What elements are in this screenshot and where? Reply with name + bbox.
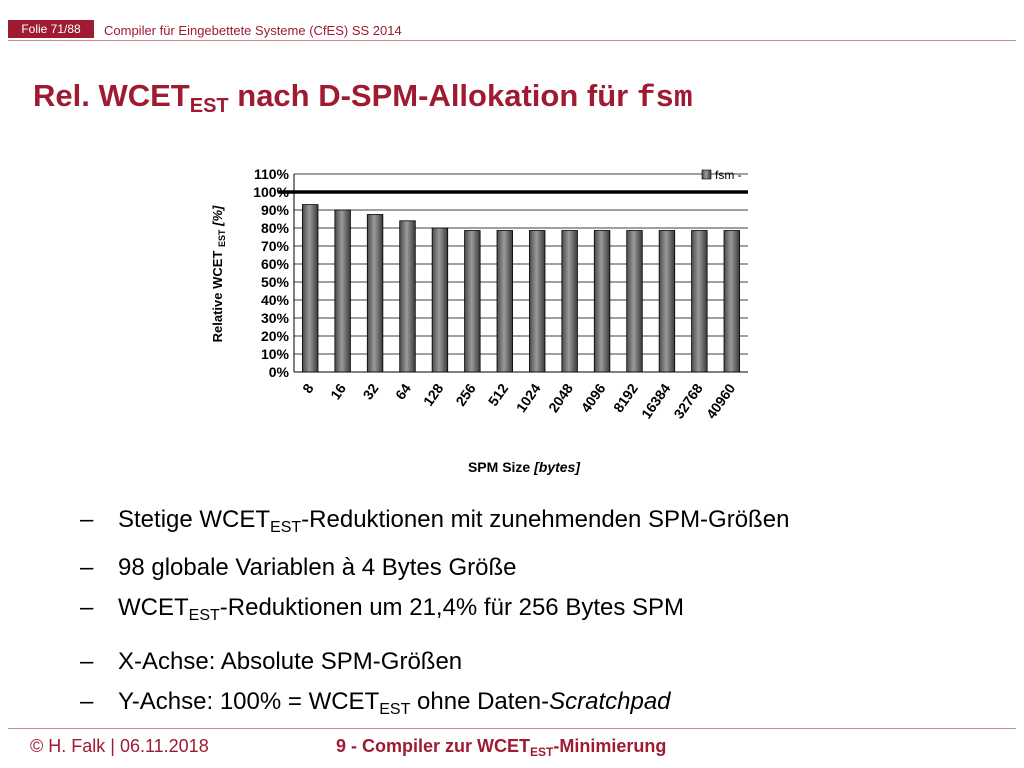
bar bbox=[659, 231, 675, 372]
slide-number-badge: Folie 71/88 bbox=[8, 20, 94, 38]
y-tick-label: 40% bbox=[260, 292, 289, 308]
bar bbox=[529, 231, 545, 372]
y-tick-label: 50% bbox=[260, 274, 289, 290]
bullet-sub: EST bbox=[379, 701, 411, 718]
x-axis-label-main: SPM Size bbox=[467, 459, 535, 475]
footer-chapter-post: -Minimierung bbox=[553, 736, 667, 756]
bar bbox=[594, 231, 610, 372]
bar bbox=[367, 215, 383, 373]
y-tick-label: 30% bbox=[260, 310, 289, 326]
y-axis-label-main: Relative WCET bbox=[210, 247, 225, 343]
bullet-text: Y-Achse: 100% = WCET bbox=[118, 688, 380, 715]
bullet-dash: – bbox=[80, 594, 94, 621]
y-tick-label: 10% bbox=[260, 346, 289, 362]
bullet-italic: Scratchpad bbox=[549, 688, 671, 715]
x-tick-label: 512 bbox=[484, 380, 512, 409]
bar bbox=[627, 231, 643, 372]
y-tick-label: 80% bbox=[260, 220, 289, 236]
x-tick-label: 256 bbox=[452, 380, 479, 409]
bar bbox=[724, 231, 740, 372]
bullet-text: WCET bbox=[118, 594, 189, 621]
bullet-text-post: -Reduktionen um 21,4% für 256 Bytes SPM bbox=[219, 594, 685, 621]
y-axis-label-unit: [%] bbox=[210, 205, 225, 230]
footer-chapter bbox=[336, 736, 666, 759]
x-tick-label: 128 bbox=[419, 380, 447, 409]
legend-swatch bbox=[702, 170, 711, 179]
bar bbox=[465, 231, 481, 372]
footer-chapter-sub: EST bbox=[530, 745, 554, 759]
bar bbox=[692, 231, 708, 372]
y-axis-label bbox=[210, 205, 227, 342]
x-tick-label: 64 bbox=[391, 380, 414, 403]
bar bbox=[562, 231, 578, 372]
x-axis-label bbox=[468, 459, 581, 475]
bar bbox=[400, 221, 416, 372]
wcet-bar-chart bbox=[196, 156, 776, 486]
y-tick-label: 20% bbox=[260, 328, 289, 344]
bullet-dash: – bbox=[80, 506, 94, 533]
bullet-item bbox=[80, 548, 980, 588]
x-tick-label: 40960 bbox=[702, 380, 739, 422]
bullet-item bbox=[80, 682, 980, 730]
slide-header bbox=[0, 0, 1024, 44]
bullet-sub: EST bbox=[270, 519, 302, 536]
y-tick-label: 0% bbox=[268, 364, 289, 380]
course-title: Compiler für Eingebettete Systeme (CfES) SS 2014 bbox=[104, 23, 402, 38]
x-tick-label: 8192 bbox=[609, 380, 641, 416]
bullet-text-post: -Reduktionen mit zunehmenden SPM-Größen bbox=[301, 506, 790, 533]
bullet-text-post: ohne Daten- bbox=[410, 688, 550, 715]
y-tick-label: 70% bbox=[260, 238, 289, 254]
y-tick-label: 60% bbox=[260, 256, 289, 272]
x-axis-label-unit: [bytes] bbox=[534, 459, 581, 475]
y-tick-label: 100% bbox=[253, 184, 289, 200]
x-tick-label: 32 bbox=[359, 380, 382, 403]
bar bbox=[497, 231, 513, 372]
bullet-sub: EST bbox=[188, 607, 220, 624]
bullet-text: X-Achse: Absolute SPM-Größen bbox=[118, 648, 463, 675]
bullet-item bbox=[80, 642, 980, 682]
footer-chapter-pre: 9 - Compiler zur WCET bbox=[336, 736, 531, 756]
x-tick-label: 8 bbox=[299, 380, 317, 397]
bullet-text: Stetige WCET bbox=[118, 506, 271, 533]
footer-author-date: © H. Falk | 06.11.2018 bbox=[30, 736, 209, 756]
bullet-item bbox=[80, 588, 980, 636]
bar bbox=[432, 228, 448, 372]
bullet-dash: – bbox=[80, 648, 94, 675]
x-tick-label: 2048 bbox=[545, 380, 577, 416]
x-tick-label: 32768 bbox=[670, 380, 706, 422]
legend-label: fsm - bbox=[715, 168, 742, 182]
y-axis-label-sub: EST bbox=[217, 229, 227, 247]
title-sub: EST bbox=[189, 95, 229, 117]
x-tick-label: 16 bbox=[327, 380, 350, 403]
bullet-dash: – bbox=[80, 688, 94, 715]
x-tick-label: 4096 bbox=[577, 380, 609, 416]
x-tick-label: 16384 bbox=[637, 380, 674, 422]
title-code: fsm bbox=[636, 81, 693, 116]
y-tick-label: 110% bbox=[253, 166, 289, 182]
bullet-item bbox=[80, 500, 980, 548]
x-tick-label: 1024 bbox=[512, 380, 544, 416]
slide-title bbox=[33, 78, 693, 118]
bullet-text: 98 globale Variablen à 4 Bytes Größe bbox=[118, 554, 517, 581]
y-tick-label: 90% bbox=[260, 202, 289, 218]
bullet-dash: – bbox=[80, 554, 94, 581]
bar bbox=[302, 205, 318, 372]
title-main: Rel. WCET bbox=[33, 78, 190, 113]
bar bbox=[335, 210, 351, 372]
footer-divider bbox=[8, 728, 1016, 729]
header-divider bbox=[8, 40, 1016, 41]
bullet-list bbox=[80, 500, 980, 730]
title-rest: nach D-SPM-Allokation für bbox=[228, 78, 637, 113]
